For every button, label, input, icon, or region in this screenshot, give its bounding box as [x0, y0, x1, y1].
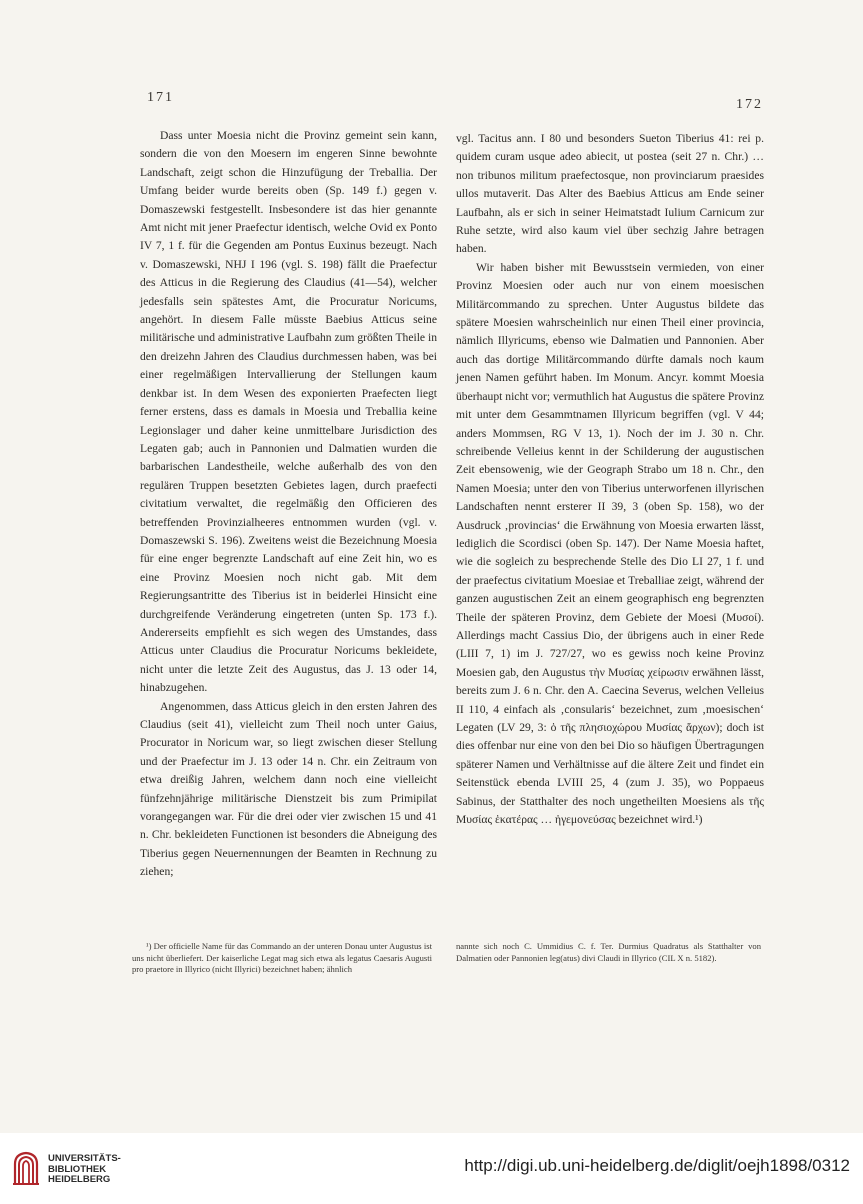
right-column — [456, 130, 764, 829]
left-column — [140, 127, 437, 882]
footnote-right: nannte sich noch C. Ummidius C. f. Ter. Durmius Quadratus als Statthalter von Dalmatien oder Pannonien leg(atus) divi Claudi in Illyrico (CIL X n. 5182). — [456, 941, 761, 963]
right-paragraph-1: vgl. Tacitus ann. I 80 und besonders Sueton Tiberius 41: rei p. quidem curam usque adeo abiecit, ut postea (seit 27 n. Chr.) … non tribunos militum praefectosque, non provinciarum praesides ullos mutaverit. Das Alter des Baebius Atticus am Ende seiner Laufbahn, als er sich in seiner Heimatstadt Iulium Carnicum zur Ruhe setzte, wird also kaum viel über sechzig Jahre betragen haben. — [456, 132, 764, 256]
source-url-link[interactable]: http://digi.ub.uni-heidelberg.de/diglit/oejh1898/0312 — [464, 1156, 850, 1175]
left-paragraph-1: Dass unter Moesia nicht die Provinz gemeint sein kann, sondern die von den Moesern im engeren Sinne bewohnte Landschaft, zeigt schon die Hinzufügung der Treballia. Der Umfang beider wurde bereits oben (Sp. 149 f.) gegen v. Domaszewski festgestellt. Insbesondere ist das hier genannte Amt nicht mit jener Praefectur identisch, welche Ovid ex Ponto IV 7, 1 f. für die Gegenden am Pontus Euxinus bezeugt. Nach v. Domaszewski, NHJ I 196 (vgl. S. 198) fällt die Praefectur des Atticus in die Regierung des Claudius (41—54), welcher jedesfalls sein spätestes Amt, die Procuratur Noricums, angehört. In diesem Falle müsste Baebius Atticus seine militärische und administrative Laufbahn zum größten Theile in den dreizehn Jahren des Claudius durchmessen haben, was bei einer regelmäßigen Intervallierung der Stellungen kaum denkbar ist. In dem Wesen des exponierten Praefecten liegt ferner erstens, dass es damals in Moesia und Treballia keine Legionslager und daher keine unmittelbare Jurisdiction des Legaten gab; auch in Pannonien und Dalmatien wurden die barbarischen Landestheile, welche außerhalb des von den regulären Truppen besetzten Gebietes lagen, durch praefecti civitatium verwaltet, die regelmäßig den Officieren des betreffenden Provinzialheeres entnommen wurden (vgl. v. Domaszewski S. 196). Zweitens weist die Bezeichnung Moesia für eine enger begrenzte Landschaft auf eine Zeit hin, wo es eine Provinz Moesien noch nicht gab. Mit dem Regierungsantritte des Tiberius ist in beiderlei Hinsicht eine durchgreifende Veränderung eingetreten (unten Sp. 173 f.). Andererseits empfiehlt es sich wegen des Umstandes, dass Atticus unter Claudius die Procuratur Noricums bekleidete, nicht unter die letzte Zeit des Augustus, das J. 13 oder 14, hinabzugehen. — [140, 129, 437, 695]
logo-line-3: HEIDELBERG — [48, 1174, 111, 1185]
library-logo-icon — [12, 1150, 40, 1186]
right-paragraph-2: Wir haben bisher mit Bewusstsein vermieden, von einer Provinz Moesien oder auch nur von einem moesischen Militärcommando zu sprechen. Unter Augustus bildete das spätere Moesien wahrscheinlich nur einen Theil einer provincia, nämlich Illyricums, ebenso wie Dalmatien und Pannonien. Aber auch das dortige Militärcommando dürfte damals noch kaum jenen Namen geführt haben. Im Monum. Ancyr. kommt Moesia überhaupt nicht vor; vermuthlich hat Augustus die spätere Provinz mit unter dem Gesammtnamen Illyricum begriffen (vgl. V 44; anders Mommsen, RG V 13, 1). Noch der im J. 30 n. Chr. schreibende Velleius kennt in der Schilderung der augustischen Zeit ebensowenig, wie der Geograph Strabo um 18 n. Chr., den Namen Moesia; unter den von Tiberius unterworfenen illyrischen Landschaften nennt ersterer II 39, 3 (oben Sp. 158), wo der Ausdruck ‚provincias‘ die Erwähnung von Moesia erwarten lässt, lediglich die Scordisci (oben Sp. 147). Der Name Moesia haftet, wie die sogleich zu besprechende Stelle des Dio LI 27, 1 f. und der praefectus civitatium Moesiae et Treballiae zeigt, während der ganzen augustischen Zeit an einem geographisch eng begrenzten Theile der späteren Provinz, dem Gebiete der Moesi (Μυσοί). Allerdings macht Cassius Dio, der übrigens auch in einer Rede (LIII 7, 1) im J. 727/27, wo es gewiss noch keine Provinz Moesien gab, den Augustus τὴν Μυσίας χείρωσιν erwähnen lässt, bereits zum J. 6 n. Chr. den A. Caecina Severus, welchen Velleius II 110, 4 einfach als ‚consularis‘ bezeichnet, zum ‚moesischen‘ Legaten (LV 29, 3: ὁ τῆς πλησιοχώρου Μυσίας ἄρχων); doch ist dies offenbar nur eine von den bei Dio so häufigen Übertragungen späterer Namen und Verhältnisse auf die ältere Zeit und findet ein Seitenstück ebenda LVIII 25, 4 (zum J. 35), wo Poppaeus Sabinus, der Statthalter des noch ungetheilten Moesiens als τῆς Μυσίας ἑκατέρας … ἡγεμονεύσας bezeichnet wird.¹) — [456, 260, 764, 827]
logo-line-1: UNIVERSITÄTS- — [48, 1153, 121, 1164]
logo-line-2: BIBLIOTHEK — [48, 1163, 107, 1175]
footnote-left: ¹) Der officielle Name für das Commando an der unteren Donau unter Augustus ist uns nicht überliefert. Der kaiserliche Legat mag sich etwa als legatus Caesaris Augusti pro praetore in Illyrico (nicht Illyrici) bezeichnet haben; ähnlich — [132, 941, 432, 975]
page-number-right: 172 — [736, 97, 763, 112]
left-paragraph-2: Angenommen, dass Atticus gleich in den ersten Jahren des Claudius (seit 41), vielleicht zum Theil noch unter Gaius, Procurator in Noricum war, so liegt zwischen dieser Stellung und der Praefectur im J. 13 oder 14 n. Chr. ein Zeitraum von etwa dreißig Jahren, welchem dann noch eine vielleicht fünfzehnjährige militärische Dienstzeit bis zum Primipilat vorangegangen war. Für die drei oder vier zwischen 15 und 41 n. Chr. bekleideten Functionen ist besonders die Abneigung des Tiberius gegen Neuernennungen der Beamten in Rechnung zu ziehen; — [140, 699, 437, 879]
page-number-left: 171 — [147, 90, 174, 105]
library-logo-text — [48, 1154, 121, 1186]
